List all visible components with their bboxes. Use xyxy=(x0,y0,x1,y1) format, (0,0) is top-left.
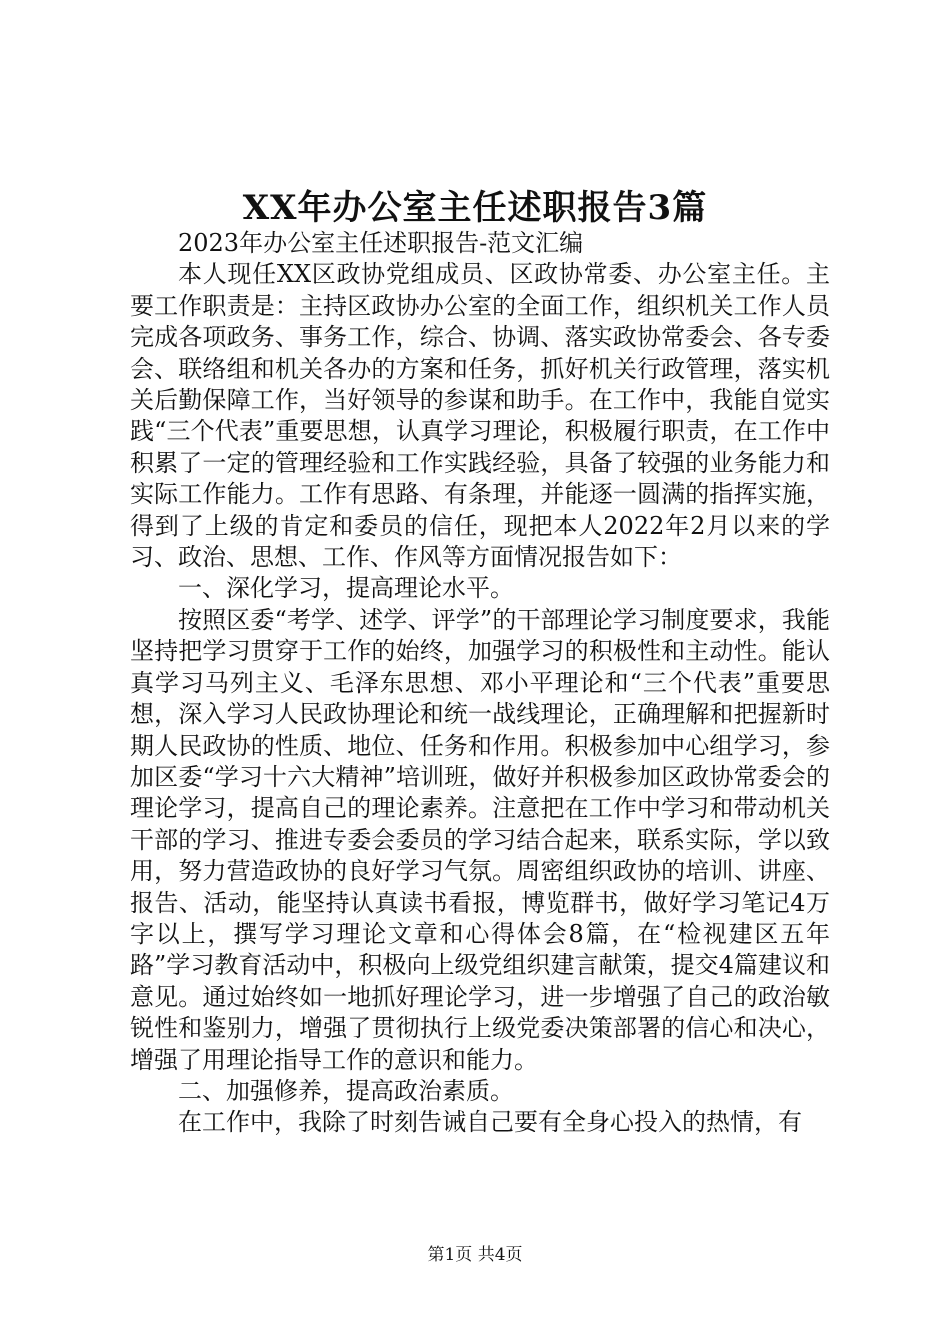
section-heading-2: 二、加强修养，提高政治素质。 xyxy=(178,1076,514,1105)
subtitle-paragraph: 2023年办公室主任述职报告-范文汇编 xyxy=(178,229,584,257)
document-body xyxy=(130,228,830,1139)
document-title: XX年办公室主任述职报告3篇 xyxy=(242,188,708,228)
body-paragraph-intro: 本人现任XX区政协党组成员、区政协常委、办公室主任。主要工作职责是：主持区政协办公室的全面工作，组织机关工作人员完成各项政务、事务工作，综合、协调、落实政协常委会、各专委会、联络组和机关各办的方案和任务，抓好机关行政管理，落实机关后勤保障工作，当好领导的参谋和助手。在工作中，我能自觉实践“三个代表”重要思想，认真学习理论，积极履行职责，在工作中积累了一定的管理经验和工作实践经验，具备了较强的业务能力和实际工作能力。工作有思路、有条理，并能逐一圆满的指挥实施，得到了上级的肯定和委员的信任，现把本人2022年2月以来的学习、政治、思想、工作、作风等方面情况报告如下： xyxy=(130,260,830,572)
page-indicator: 第1页 共4页 xyxy=(427,1245,523,1265)
section-heading-1: 一、深化学习，提高理论水平。 xyxy=(178,574,514,603)
body-paragraph-politics: 在工作中，我除了时刻告诫自己要有全身心投入的热情，有 xyxy=(178,1108,802,1137)
body-paragraph-study: 按照区委“考学、述学、评学”的干部理论学习制度要求，我能坚持把学习贯穿于工作的始终，加强学习的积极性和主动性。能认真学习马列主义、毛泽东思想、邓小平理论和“三个代表”重要思想，深入学习人民政协理论和统一战线理论，正确理解和把握新时期人民政协的性质、地位、任务和作用。积极参加中心组学习，参加区委“学习十六大精神”培训班，做好并积极参加区政协常委会的理论学习，提高自己的理论素养。注意把在工作中学习和带动机关干部的学习、推进专委会委员的学习结合起来，联系实际，学以致用，努力营造政协的良好学习气氛。周密组织政协的培训、讲座、报告、活动，能坚持认真读书看报，博览群书，做好学习笔记4万字以上，撰写学习理论文章和心得体会8篇，在“检视建区五年路”学习教育活动中，积极向上级党组织建言献策，提交4篇建议和意见。通过始终如一地抓好理论学习，进一步增强了自己的政治敏锐性和鉴别力，增强了贯彻执行上级党委决策部署的信心和决心，增强了用理论指导工作的意识和能力。 xyxy=(130,605,830,1074)
